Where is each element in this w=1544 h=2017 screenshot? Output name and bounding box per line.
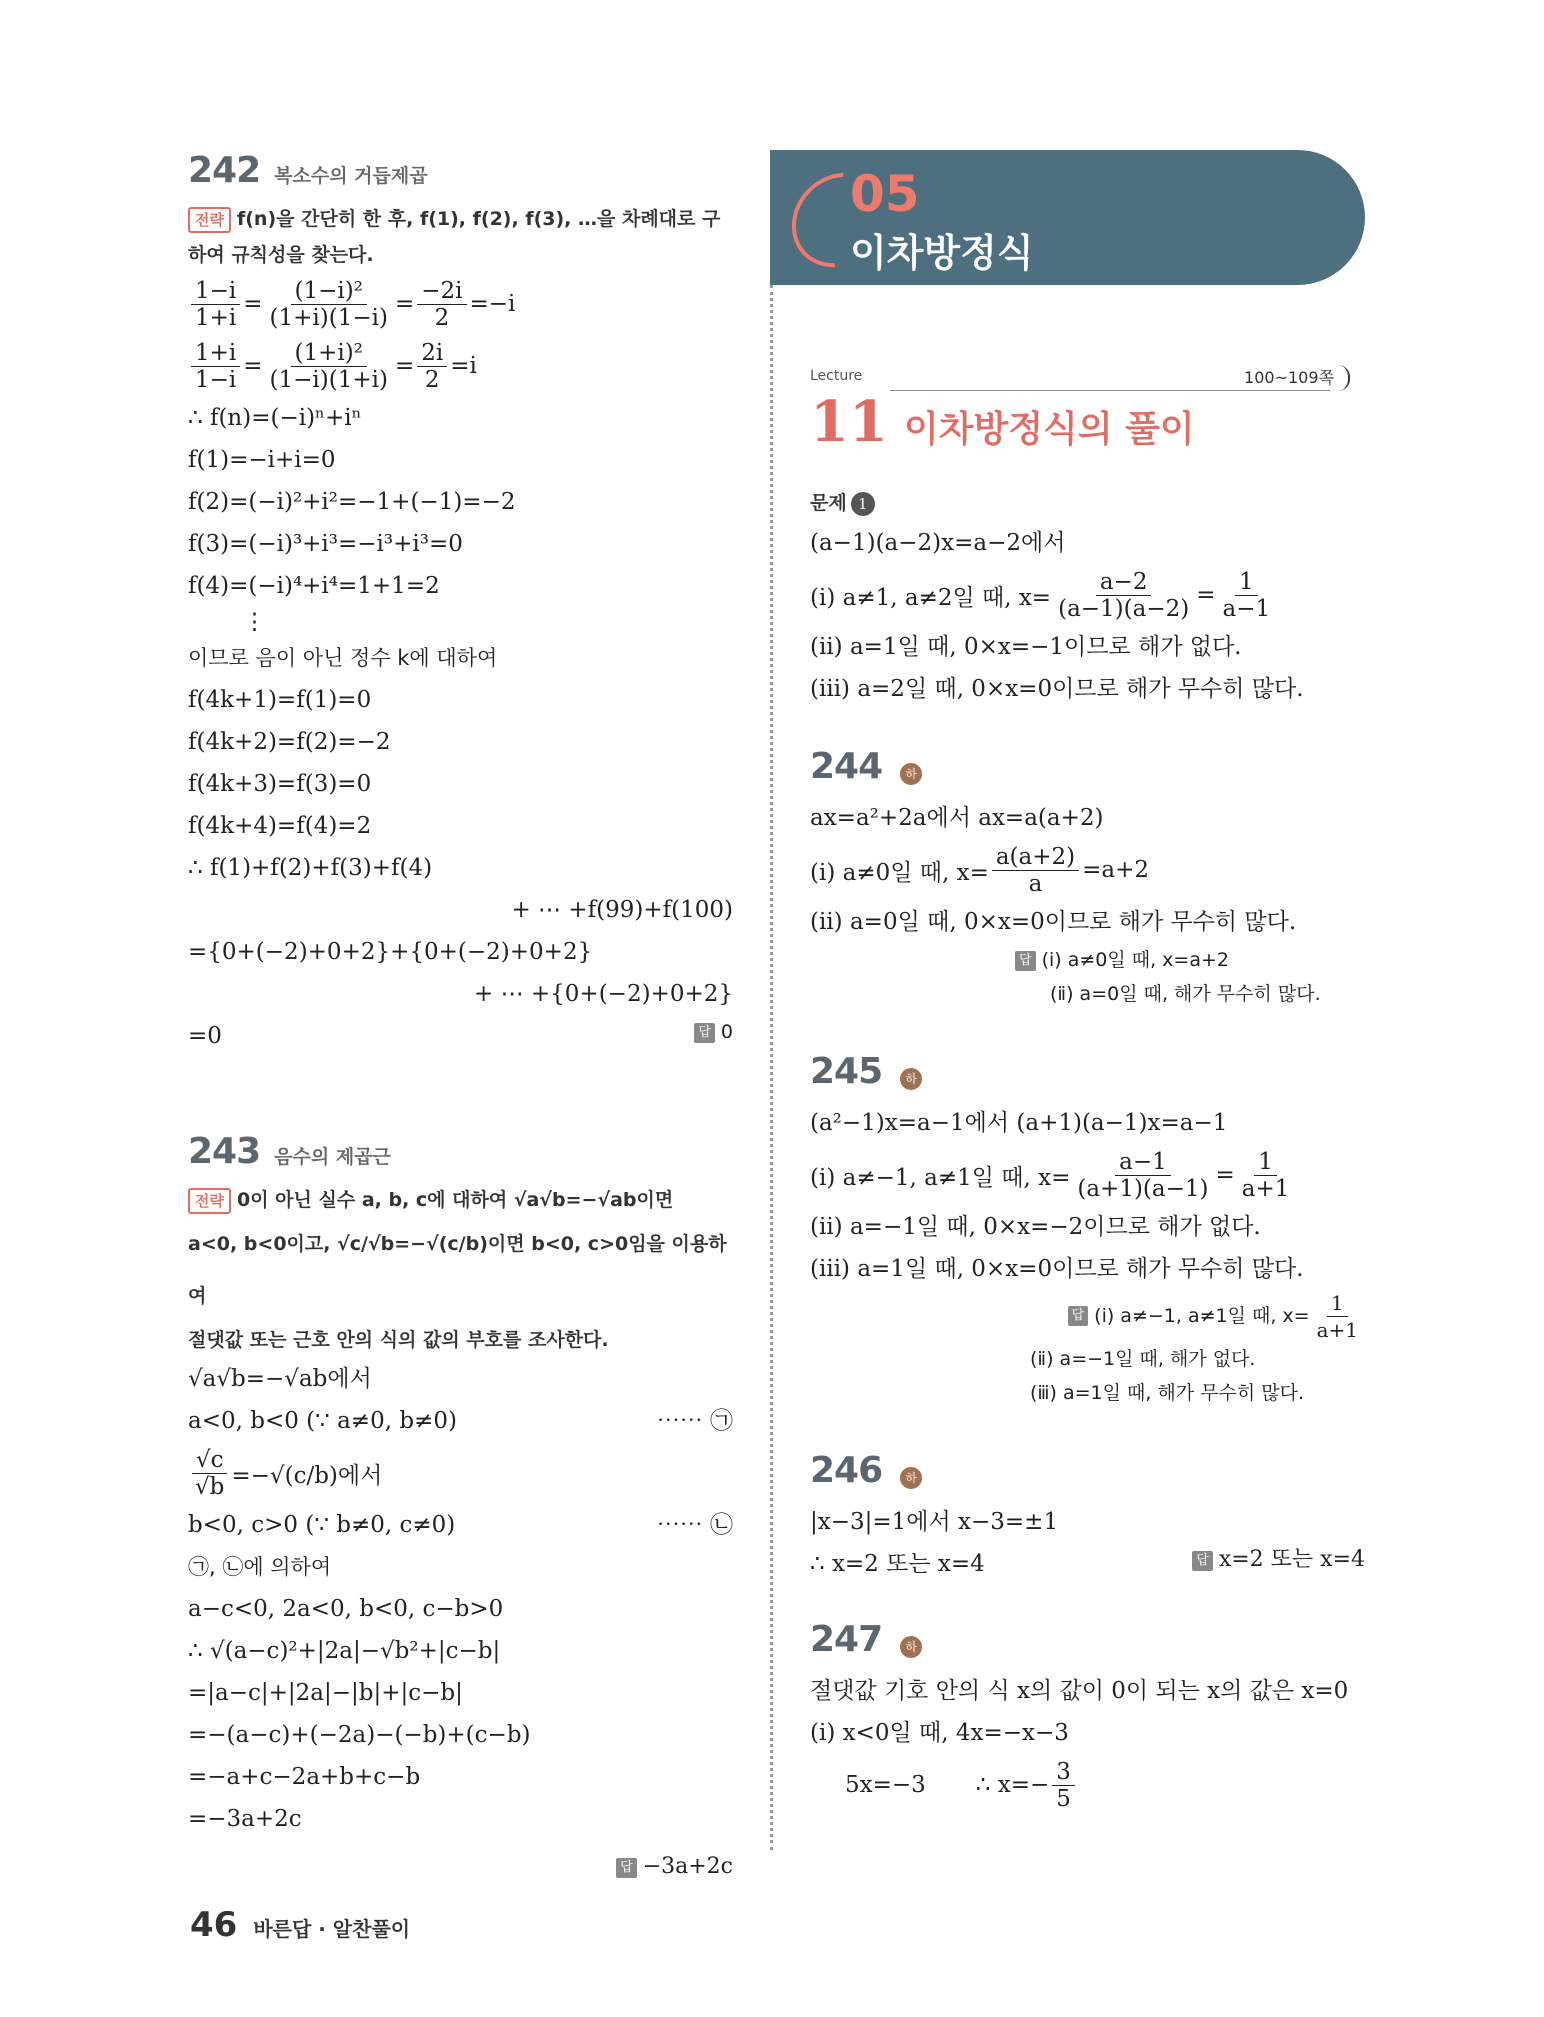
- column-divider: [770, 285, 773, 1850]
- strategy-text: 전략 0이 아닌 실수 a, b, c에 대하여 √a√b=−√ab이면: [188, 1182, 733, 1218]
- problem-number: 245: [810, 1051, 883, 1092]
- chapter-number: 05: [850, 165, 920, 223]
- difficulty-badge: 하: [900, 1636, 922, 1658]
- solution-line: f(4)=(−i)⁴+i⁴=1+1=2: [188, 573, 440, 599]
- solution-line: =0 답 0: [188, 1015, 733, 1057]
- lecture-title: 이차방정식의 풀이: [903, 409, 1195, 450]
- equation: (ⅰ) a≠1, a≠2일 때, x= $\frac{a-2}{(a-1)(a-2)}$ = $\frac{1}{a-1}$: [810, 568, 1271, 622]
- equation: (ⅰ) a≠0일 때, x= $\frac{a(a+2)}{a}$ =a+2: [810, 843, 1150, 897]
- answer: 답 (ⅰ) a≠−1, a≠1일 때, x= $\frac{1}{a+1}$ (ⅱ) a=−1일 때, 해가 없다. (ⅲ) a=1일 때, 해가 무수히 많다.: [1030, 1290, 1358, 1404]
- solution-line: (a²−1)x=a−1에서 (a+1)(a−1)x=a−1: [810, 1110, 1228, 1136]
- solution-line: + ⋯ +{0+(−2)+0+2}: [474, 981, 733, 1007]
- answer: 답 −3a+2c: [188, 1850, 733, 1884]
- question-1-header: 문제 1: [810, 488, 1365, 516]
- left-column: [188, 150, 733, 1884]
- solution-line: ={0+(−2)+0+2}+{0+(−2)+0+2}: [188, 939, 593, 965]
- solution-line: f(4k+2)=f(2)=−2: [188, 729, 391, 755]
- difficulty-badge: 하: [900, 763, 922, 785]
- problem-244-header: [810, 746, 1365, 787]
- solution-line: a−c<0, 2a<0, b<0, c−b>0: [188, 1596, 504, 1622]
- problem-number: 246: [810, 1450, 883, 1491]
- solution-line: (a−1)(a−2)x=a−2에서: [810, 530, 1066, 556]
- solution-line: ∴ x=2 또는 x=4 답 x=2 또는 x=4: [810, 1543, 1365, 1585]
- solution-line: f(4k+4)=f(4)=2: [188, 813, 372, 839]
- solution-line: b<0, c>0 (∵ b≠0, c≠0) ⋯⋯ ㉡: [188, 1512, 733, 1538]
- equation: (ⅰ) a≠−1, a≠1일 때, x= $\frac{a-1}{(a+1)(a-1)}$ = $\frac{1}{a+1}$: [810, 1148, 1290, 1202]
- solution-line: ∴ f(1)+f(2)+f(3)+f(4): [188, 855, 433, 881]
- strategy-tag: 전략: [188, 207, 231, 233]
- solution-line: f(2)=(−i)²+i²=−1+(−1)=−2: [188, 489, 516, 515]
- solution-line: √a√b=−√ab에서: [188, 1366, 372, 1392]
- solution-line: =|a−c|+|2a|−|b|+|c−b|: [188, 1680, 463, 1706]
- problem-246-header: [810, 1450, 1365, 1491]
- solution-line: ⋮: [243, 609, 266, 635]
- difficulty-badge: 하: [900, 1068, 922, 1090]
- footer-text: 바른답 · 알찬풀이: [253, 1917, 411, 1941]
- equation: $\frac{1-i}{1+i}$ = $\frac{\text{(1−i)²}}{(1+i)(1-i)}$ = $\frac{-2i}{2}$ =−i: [188, 273, 733, 335]
- right-column: [810, 488, 1365, 1816]
- solution-line: a<0, b<0 (∵ a≠0, b≠0) ⋯⋯ ㉠: [188, 1408, 733, 1434]
- solution-line: =−a+c−2a+b+c−b: [188, 1764, 421, 1790]
- solution-line: (ⅱ) a=−1일 때, 0×x=−2이므로 해가 없다.: [810, 1214, 1261, 1240]
- solution-line: (ⅰ) x<0일 때, 4x=−x−3: [810, 1720, 1069, 1746]
- solution-line: 절댓값 기호 안의 식 x의 값이 0이 되는 x의 값은 x=0: [810, 1678, 1349, 1704]
- problem-title: 복소수의 거듭제곱: [274, 165, 428, 187]
- equation: $\frac{1+i}{1-i}$ = $\frac{\text{(1+i)²}}{(1-i)(1+i)}$ = $\frac{2i}{2}$ =i: [188, 335, 733, 397]
- problem-number: 243: [188, 1131, 261, 1172]
- answer: 답 (ⅰ) a≠0일 때, x=a+2 (ⅱ) a=0일 때, 해가 무수히 많다.: [810, 943, 1365, 1011]
- solution-line: (ⅱ) a=1일 때, 0×x=−1이므로 해가 없다.: [810, 634, 1242, 660]
- problem-number: 242: [188, 150, 261, 191]
- equation: 5x=−3 ∴ x=− $\frac{3}{5}$: [810, 1754, 1365, 1816]
- solution-line: f(4k+3)=f(3)=0: [188, 771, 372, 797]
- strategy-text: 전략 f(n)을 간단히 한 후, f(1), f(2), f(3), …을 차례대로 구하여 규칙성을 찾는다.: [188, 208, 721, 266]
- solution-line: f(1)=−i+i=0: [188, 447, 336, 473]
- page-footer: [190, 1905, 410, 1945]
- solution-line: ∴ f(n)=(−i)ⁿ+iⁿ: [188, 405, 362, 431]
- solution-line: ㉠, ㉡에 의하여: [188, 1555, 332, 1579]
- difficulty-badge: 하: [900, 1467, 922, 1489]
- question-number-badge: 1: [851, 492, 875, 516]
- solution-line: ∴ √(a−c)²+|2a|−√b²+|c−b|: [188, 1638, 501, 1664]
- problem-247-header: [810, 1619, 1365, 1660]
- strategy-text: a<0, b<0이고, √c/√b=−√(c/b)이면 b<0, c>0임을 이용하여: [188, 1233, 727, 1307]
- solution-line: (ⅲ) a=1일 때, 0×x=0이므로 해가 무수히 많다.: [810, 1256, 1304, 1282]
- answer: 답 0: [694, 1015, 733, 1057]
- strategy-tag: 전략: [188, 1188, 231, 1214]
- solution-line: (ⅲ) a=2일 때, 0×x=0이므로 해가 무수히 많다.: [810, 676, 1304, 702]
- solution-line: (ⅱ) a=0일 때, 0×x=0이므로 해가 무수히 많다.: [810, 909, 1297, 935]
- strategy-text: 절댓값 또는 근호 안의 식의 값의 부호를 조사한다.: [188, 1329, 609, 1351]
- page-number: 46: [190, 1905, 238, 1945]
- problem-number: 247: [810, 1619, 883, 1660]
- answer: 답 x=2 또는 x=4: [1192, 1543, 1365, 1585]
- lecture-number: 11: [810, 389, 888, 455]
- solution-line: =−(a−c)+(−2a)−(−b)+(c−b): [188, 1722, 531, 1748]
- solution-line: f(4k+1)=f(1)=0: [188, 687, 372, 713]
- solution-line: ax=a²+2a에서 ax=a(a+2): [810, 805, 1104, 831]
- lecture-label: Lecture: [810, 368, 863, 384]
- problem-242-header: [188, 150, 733, 191]
- problem-number: 244: [810, 746, 883, 787]
- solution-line: + ⋯ +f(99)+f(100): [511, 897, 733, 923]
- problem-title: 음수의 제곱근: [274, 1146, 391, 1168]
- solution-line: 이므로 음이 아닌 정수 k에 대하여: [188, 646, 498, 670]
- equation: $\frac{√c}{√b}$ =−√(c/b)에서: [188, 1442, 733, 1504]
- lecture-header: [810, 365, 1370, 455]
- solution-line: |x−3|=1에서 x−3=±1: [810, 1509, 1059, 1535]
- solution-line: =−3a+2c: [188, 1806, 302, 1832]
- solution-line: f(3)=(−i)³+i³=−i³+i³=0: [188, 531, 463, 557]
- chapter-title: 이차방정식: [850, 231, 1034, 275]
- lecture-pages: 100~109쪽: [1240, 365, 1350, 391]
- problem-243-header: [188, 1131, 733, 1172]
- problem-245-header: [810, 1051, 1365, 1092]
